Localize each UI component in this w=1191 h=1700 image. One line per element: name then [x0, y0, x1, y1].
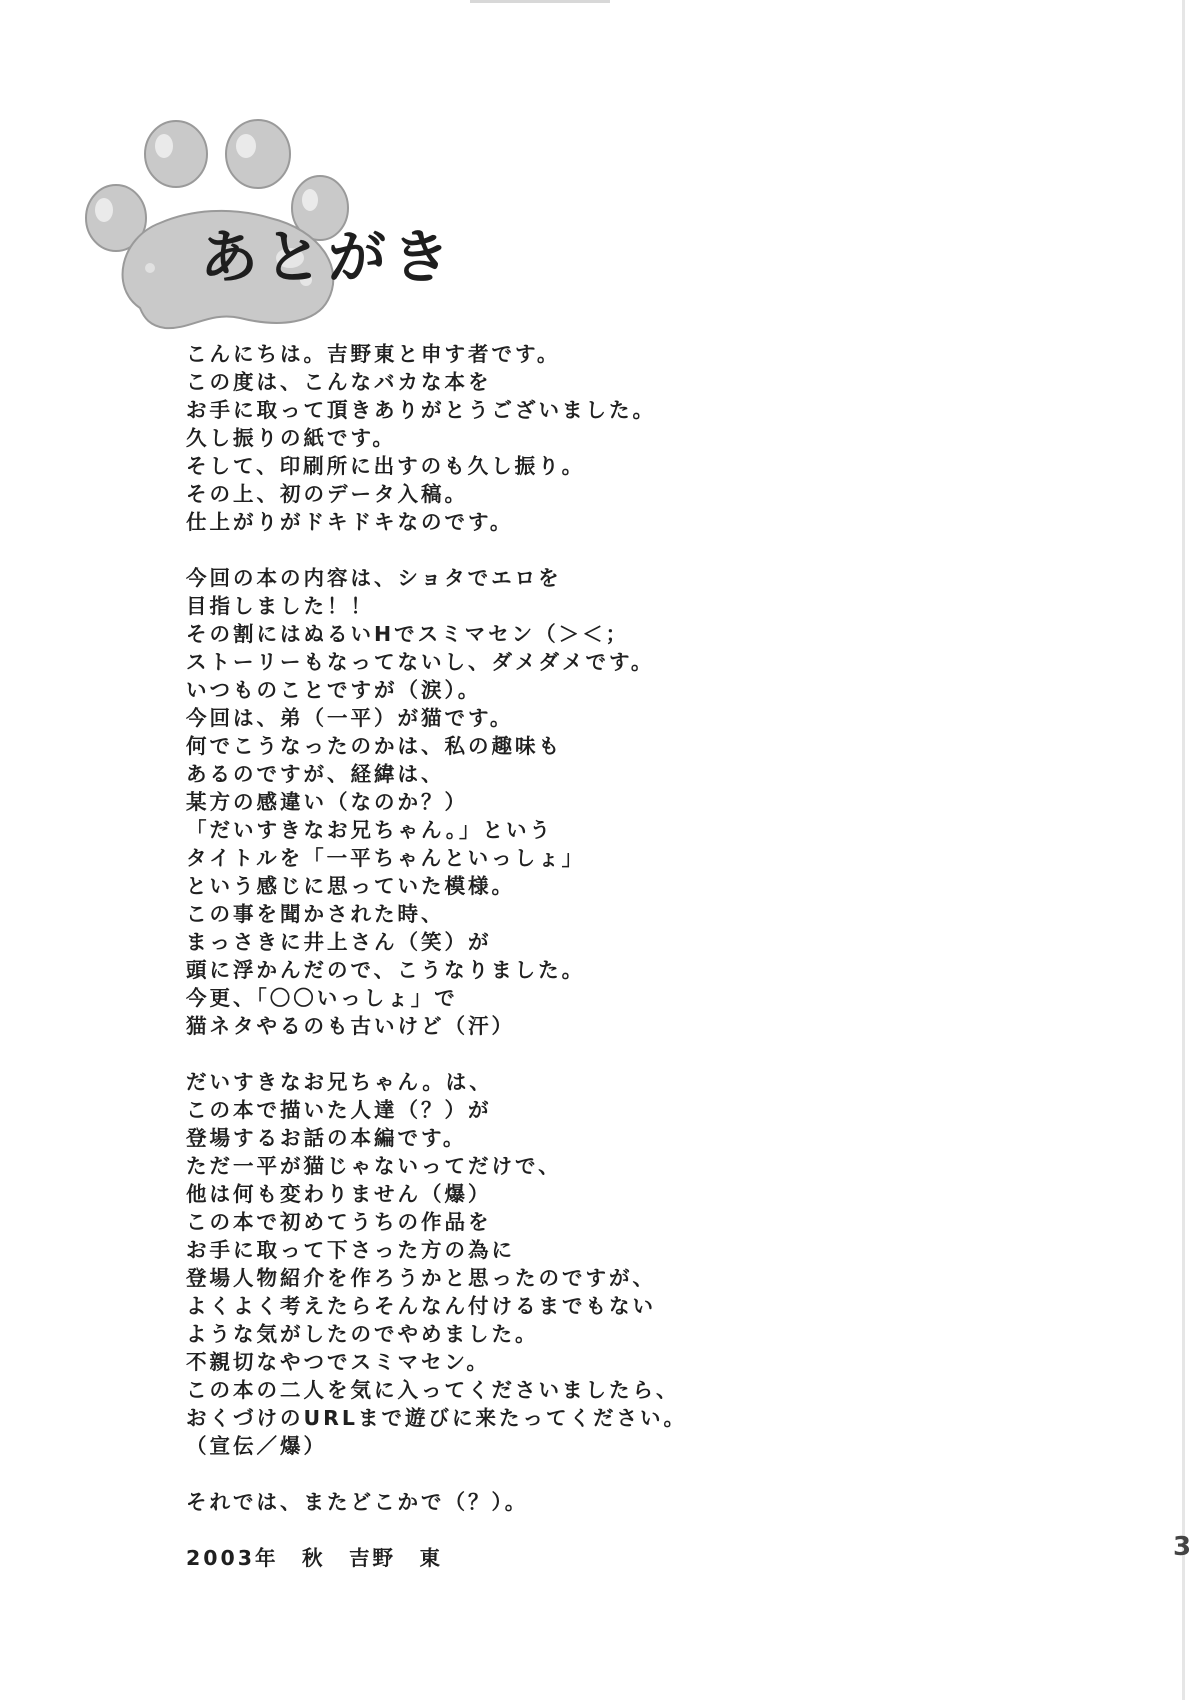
text-line: この度は、こんなバカな本を [186, 370, 492, 394]
text-line: タイトルを「一平ちゃんといっしょ」 [186, 846, 586, 870]
text-line: 久し振りの紙です。 [186, 426, 396, 450]
text-line: ような気がしたのでやめました。 [186, 1322, 539, 1346]
afterword-body [186, 340, 1086, 1600]
text-line: お手に取って頂きありがとうございました。 [186, 398, 656, 422]
text-line: こんにちは。吉野東と申す者です。 [186, 342, 561, 366]
text-line: 今回の本の内容は、ショタでエロを [186, 566, 562, 590]
text-line: 目指しました！！ [186, 594, 374, 618]
top-scan-mark [470, 0, 610, 3]
paragraph-series [186, 1068, 1086, 1460]
paw-toe-inner-right [226, 120, 290, 188]
text-line: 不親切なやつでスミマセン。 [186, 1350, 490, 1374]
text-line: おくづけのURLまで遊びに来たってください。 [186, 1406, 687, 1430]
paragraph-greeting [186, 340, 1086, 536]
page-number: 3 [1173, 1532, 1191, 1562]
text-line: 猫ネタやるのも古いけど（汗） [186, 1014, 515, 1038]
text-line: 「だいすきなお兄ちゃん。」という [186, 818, 553, 842]
text-line: 頭に浮かんだので、こうなりました。 [186, 958, 586, 982]
text-line: お手に取って下さった方の為に [186, 1238, 515, 1262]
text-line: 登場するお話の本編です。 [186, 1126, 467, 1150]
page-title: あとがき [200, 223, 457, 291]
signature-line: 2003年 秋 吉野 東 [186, 1546, 444, 1570]
text-line: 仕上がりがドキドキなのです。 [186, 510, 514, 534]
text-line: まっさきに井上さん（笑）が [186, 930, 492, 954]
text-line: 何でこうなったのかは、私の趣味も [186, 734, 562, 758]
text-line: 今回は、弟（一平）が猫です。 [186, 706, 514, 730]
page-edge-shadow [1182, 0, 1185, 1700]
text-line: 登場人物紹介を作ろうかと思ったのですが、 [186, 1266, 656, 1290]
text-line: ただ一平が猫じゃないってだけで、 [186, 1154, 562, 1178]
text-line: ストーリーもなってないし、ダメダメです。 [186, 650, 655, 674]
text-line: この事を聞かされた時、 [186, 902, 445, 926]
text-line: この本で初めてうちの作品を [186, 1210, 492, 1234]
paw-toe-inner-left [145, 121, 207, 187]
text-line: あるのですが、経緯は、 [186, 762, 445, 786]
text-line: そして、印刷所に出すのも久し振り。 [186, 454, 586, 478]
text-line: その割にはぬるいHでスミマセン（＞＜； [186, 622, 630, 646]
text-line: 他は何も変わりません（爆） [186, 1182, 492, 1206]
paragraph-farewell [186, 1488, 1086, 1516]
text-line: この本で描いた人達（？）が [186, 1098, 492, 1122]
text-line: それでは、またどこかで（？）。 [186, 1490, 529, 1514]
text-line: 今更、「〇〇いっしょ」で [186, 986, 458, 1010]
text-line: という感じに思っていた模様。 [186, 874, 515, 898]
text-line: 某方の感違い（なのか？） [186, 790, 468, 814]
text-line: （宣伝／爆） [186, 1434, 327, 1458]
text-line: いつものことですが（涙）。 [186, 678, 482, 702]
paragraph-content [186, 564, 1086, 1040]
signature [186, 1544, 1086, 1572]
text-line: だいすきなお兄ちゃん。は、 [186, 1070, 493, 1094]
text-line: よくよく考えたらそんなん付けるまでもない [186, 1294, 656, 1318]
text-line: この本の二人を気に入ってくださいましたら、 [186, 1378, 680, 1402]
text-line: その上、初のデータ入稿。 [186, 482, 468, 506]
